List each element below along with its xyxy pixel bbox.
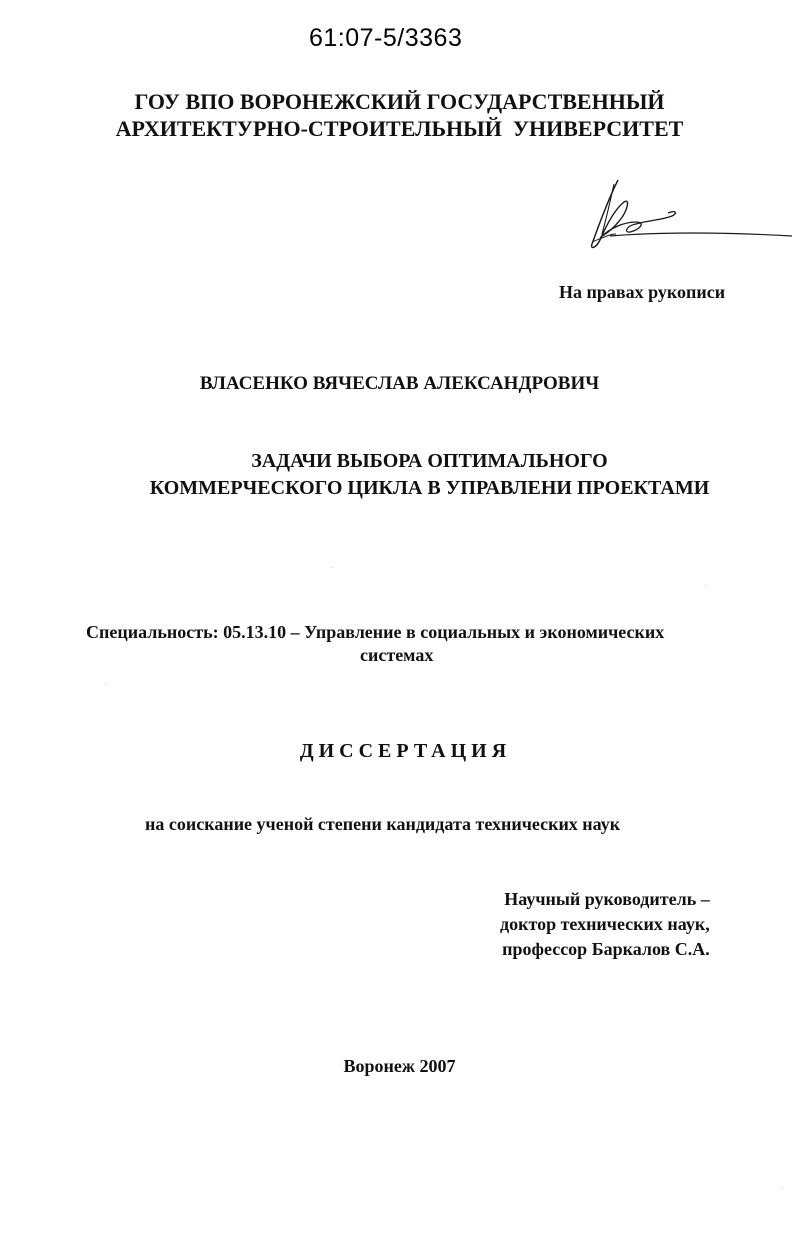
catalog-number: 61:07-5/3363 xyxy=(309,24,463,52)
scan-speck xyxy=(331,567,332,568)
supervisor-line-3: профессор Баркалов С.А. xyxy=(502,939,710,959)
supervisor-block xyxy=(500,887,710,962)
title-line-1: ЗАДАЧИ ВЫБОРА ОПТИМАЛЬНОГО xyxy=(251,450,608,472)
specialty-text: Управление в социальных и экономических xyxy=(304,622,665,642)
manuscript-rights-label: На правах рукописи xyxy=(559,282,726,302)
document-type: ДИССЕРТАЦИЯ xyxy=(299,740,512,762)
scan-speck xyxy=(782,1188,783,1189)
supervisor-line-2: доктор технических наук, xyxy=(500,914,710,934)
university-name xyxy=(0,88,799,142)
scan-speck xyxy=(705,585,706,586)
specialty-label: Специальность: 05.13.10 xyxy=(86,622,287,642)
supervisor-line-1: Научный руководитель – xyxy=(504,889,710,909)
university-line-2: АРХИТЕКТУРНО-СТРОИТЕЛЬНЫЙ УНИВЕРСИТЕТ xyxy=(115,116,684,141)
signature xyxy=(580,176,795,256)
specialty-line-2: системах xyxy=(360,645,434,665)
university-line-1: ГОУ ВПО ВОРОНЕЖСКИЙ ГОСУДАРСТВЕННЫЙ xyxy=(134,89,665,114)
scan-speck xyxy=(105,683,106,684)
degree-statement: на соискание ученой степени кандидата технических наук xyxy=(145,814,621,834)
specialty-line-1 xyxy=(86,622,664,643)
author-name: ВЛАСЕНКО ВЯЧЕСЛАВ АЛЕКСАНДРОВИЧ xyxy=(199,373,600,394)
specialty-dash: – xyxy=(286,622,305,642)
dissertation-title xyxy=(30,448,799,502)
title-line-2: КОММЕРЧЕСКОГО ЦИКЛА В УПРАВЛЕНИ ПРОЕКТАМИ xyxy=(149,477,710,499)
city-year: Воронеж 2007 xyxy=(343,1056,456,1076)
